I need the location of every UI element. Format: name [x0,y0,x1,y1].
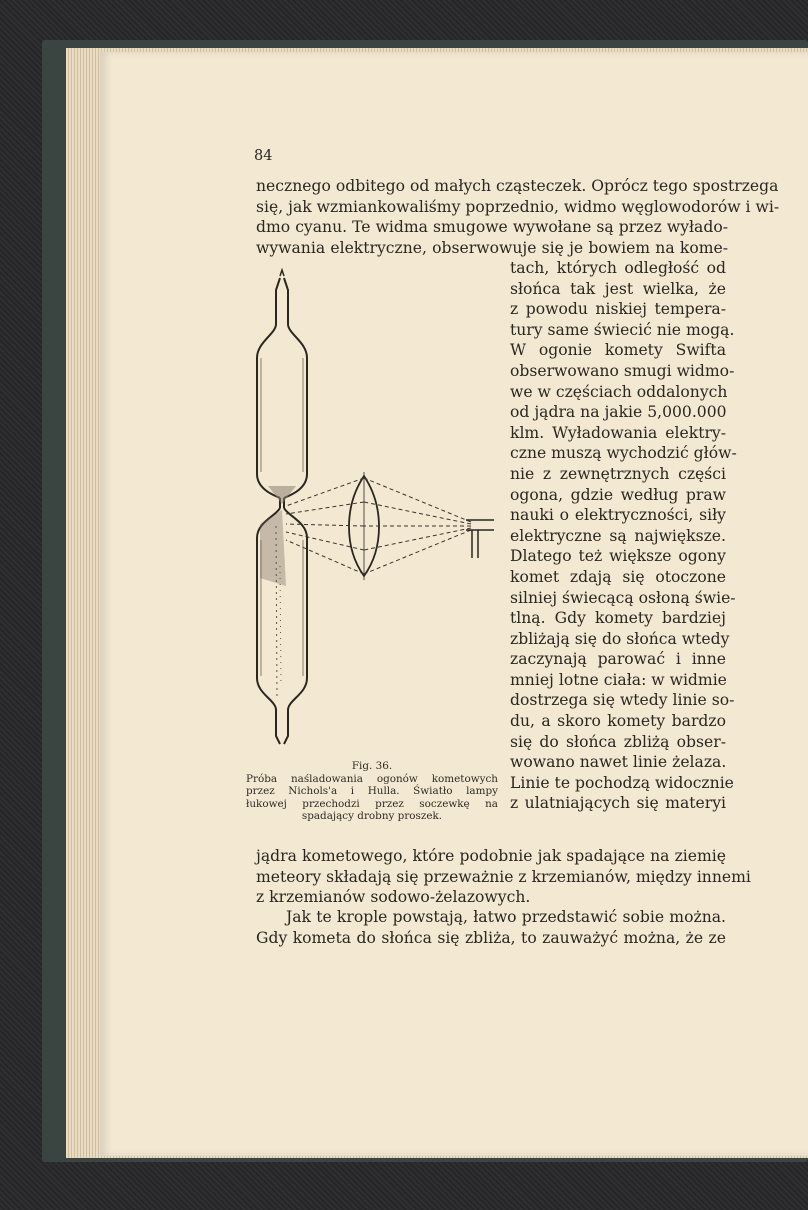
paragraph-bottom [256,846,751,908]
paragraph2-lines-line: Jak te krople powstają, łatwo przedstawić sobie można. [286,908,726,926]
paragraph-lines-full-top-line: necznego odbitego od małych cząsteczek. Oprócz tego spostrzega [256,177,779,195]
arc-lamp-stand [472,530,478,558]
tube-top-tip [280,270,284,276]
paragraph-lines-right-line: W ogonie komety Swifta [510,341,726,360]
tube-upper-inner-wall [261,358,303,472]
tube-lower-right-outline [284,508,307,744]
paragraph2-lines-line: Gdy kometa do słońca się zbliża, to zauważyć można, że ze [256,928,726,947]
paragraph-lines-full-bottom-line: z krzemianów sodowo-żelazowych. [256,888,531,907]
light-rays [286,478,471,574]
paragraph-lines-right-line: obserwowano smugi widmo- [510,361,735,380]
caption-line-1: Próba naśladowania ogonów kometowych [246,772,498,785]
paragraph-lines-right-line: klm. Wyładowania elektry- [510,423,726,442]
paragraph-lines-full-top-line: wywania elektryczne, obserwowuje się je bowiem na kome- [256,238,728,257]
paragraph-lines-full-top-line: się, jak wzmiankowaliśmy poprzednio, widmo węglowodorów i wi- [256,197,780,216]
paragraph-lines-right-line: tach, których odległość od [510,259,726,277]
figure-caption [246,760,498,823]
powder-falling-stream [260,510,286,586]
paragraph-lines-right-line: się do słońca zbliżą obser- [510,732,726,751]
paragraph-lines-right-line: z ulatniających się materyi [510,794,726,813]
paragraph-lines-right-line: nie z zewnętrznych części [510,464,726,483]
paragraph-lines-right-line: ogona, gdzie według praw [510,485,726,504]
paragraph-lines-full-top-line: dmo cyanu. Te widma smugowe wywołane są przez wyłado- [256,218,728,237]
paragraph-lines-full-bottom-line: jądra kometowego, które podobnie jak spadające na ziemię [256,847,726,865]
tube-upper-left-outline [257,278,280,498]
paragraph-lines-right-line: we w częściach oddalonych [510,382,728,401]
paragraph-lines-right-line: du, a skoro komety bardzo [510,712,726,731]
paragraph-lines-right-line: zaczynają parować i inne [510,650,726,669]
paragraph-lines-right-line: zbliżają się do słońca wtedy [510,629,730,648]
paragraph-lines-right-line: z powodu niskiej tempera- [510,300,726,319]
paragraph-lines-right-line: słońca tak jest wielka, że [510,279,726,298]
paragraph-lines-right-line: wowano nawet linie żelaza. [510,753,727,772]
paragraph-lines-right-line: Linie te pochodzą widocznie [510,773,734,792]
paragraph-lines-right-line: tlną. Gdy komety bardziej [510,609,726,628]
paragraph-lines-right-line: czne muszą wychodzić głów- [510,444,737,463]
paragraph-lines-right-line: od jądra na jakie 5,000.000 [510,403,727,422]
paragraph-lines-right-line: silniej świecącą osłoną świe- [510,588,736,607]
paragraph-lines-right-line: elektryczne są największe. [510,526,726,545]
tube-upper-right-outline [284,278,307,498]
caption-line-2: przez Nichols'a i Hulla. Światło lampy [246,785,498,798]
paragraph-lines-right-line: komet zdają się otoczone [510,567,726,586]
caption-line-4: spadający drobny proszek. [301,810,443,823]
paragraph-lines-right-line: mniej lotne ciała: w widmie [510,670,727,689]
paragraph-right-column [510,258,737,814]
page-number: 84 [254,148,273,164]
paragraph-second [256,907,726,948]
figure-36-illustration [246,266,500,760]
paragraph-lines-right-line: dostrzega się wtedy linie so- [510,691,735,710]
paragraph-lines-full-bottom-line: meteory składają się przeważnie z krzemianów, między innemi [256,867,751,886]
caption-line-3: łukowej przechodzi przez soczewkę na [246,797,498,810]
paragraph-top [256,176,780,258]
paragraph-lines-right-line: nauki o elektryczności, siły [510,506,726,525]
paragraph-lines-right-line: Dlatego też większe ogony [510,547,726,566]
figure-diagram [246,266,500,760]
paragraph-lines-right-line: tury same świecić nie mogą. [510,320,735,339]
figure-label: Fig. 36. [351,760,393,772]
